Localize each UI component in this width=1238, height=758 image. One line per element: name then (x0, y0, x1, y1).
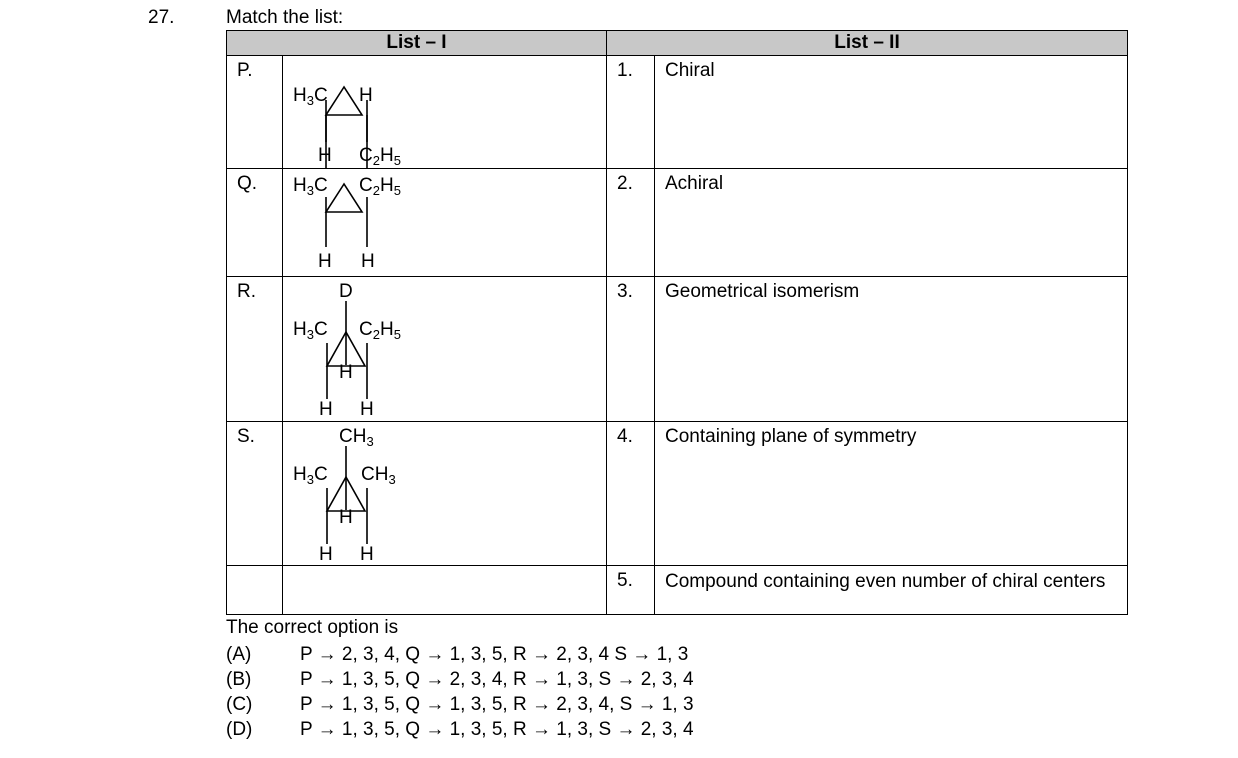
structure-cell (283, 56, 607, 169)
option-label: (A) (226, 644, 252, 665)
correct-option-stem: The correct option is (226, 617, 399, 638)
table-row (227, 169, 1128, 277)
substituent-tr: C2H5 (359, 175, 401, 198)
option-text: P → 1, 3, 5, Q → 2, 3, 4, R → 1, 3, S → 2, 3, 4 (300, 669, 694, 690)
cyclopropane-ring (326, 184, 362, 212)
cyclopropane-ring (326, 87, 362, 115)
structure-s (283, 422, 443, 564)
structure-q (283, 169, 443, 275)
table-header-row (227, 31, 1128, 56)
list1-label: Q. (227, 169, 283, 277)
substituent-br: H (361, 251, 375, 272)
structure-cell (283, 422, 607, 566)
substituent-br: H (360, 544, 374, 564)
option-label: (D) (226, 719, 253, 740)
substituent-bl: H (319, 544, 333, 564)
table-row (227, 566, 1128, 615)
list2-text: Compound containing even number of chiral centers (655, 566, 1128, 615)
substituent-tr: CH3 (361, 464, 396, 487)
structure-r (283, 277, 443, 420)
option-text: P → 1, 3, 5, Q → 1, 3, 5, R → 2, 3, 4, S → 1, 3 (300, 694, 694, 715)
substituent-tl: H3C (293, 175, 328, 198)
list1-header: List – I (227, 31, 607, 56)
match-table (226, 30, 1128, 615)
question-stem: Match the list: (226, 7, 344, 28)
substituent-br: C2H5 (359, 145, 401, 168)
question-number: 27. (148, 7, 175, 28)
table-row (227, 277, 1128, 422)
option-text: P → 2, 3, 4, Q → 1, 3, 5, R → 2, 3, 4 S → 1, 3 (300, 644, 689, 665)
option-label: (C) (226, 694, 253, 715)
list1-label: R. (227, 277, 283, 422)
substituent-tl: H3C (293, 464, 328, 487)
substituent-top: CH3 (339, 426, 374, 449)
list2-header: List – II (607, 31, 1128, 56)
substituent-tl: H3C (293, 85, 328, 108)
option-label: (B) (226, 669, 252, 690)
option-text: P → 1, 3, 5, Q → 1, 3, 5, R → 1, 3, S → 2, 3, 4 (300, 719, 694, 740)
list1-label: P. (227, 56, 283, 169)
structure-cell (283, 566, 607, 615)
list2-text: Containing plane of symmetry (655, 422, 1128, 566)
table-row (227, 422, 1128, 566)
substituent-top: D (339, 281, 353, 302)
list2-text: Chiral (655, 56, 1128, 169)
list2-number: 3. (607, 277, 655, 422)
list2-number: 4. (607, 422, 655, 566)
structure-cell (283, 169, 607, 277)
structure-cell (283, 277, 607, 422)
substituent-tl: H3C (293, 319, 328, 342)
list2-number: 2. (607, 169, 655, 277)
list2-number: 1. (607, 56, 655, 169)
substituent-bl: H (318, 251, 332, 272)
list2-text: Geometrical isomerism (655, 277, 1128, 422)
structure-p (283, 56, 443, 168)
substituent-bl: H (318, 145, 332, 166)
substituent-br: H (360, 399, 374, 420)
substituent-tr: C2H5 (359, 319, 401, 342)
substituent-mid: H (339, 362, 353, 383)
list2-number: 5. (607, 566, 655, 615)
list1-label: S. (227, 422, 283, 566)
substituent-bl: H (319, 399, 333, 420)
list2-text: Achiral (655, 169, 1128, 277)
list1-label (227, 566, 283, 615)
substituent-mid: H (339, 507, 353, 528)
substituent-tr: H (359, 85, 373, 106)
table-row (227, 56, 1128, 169)
